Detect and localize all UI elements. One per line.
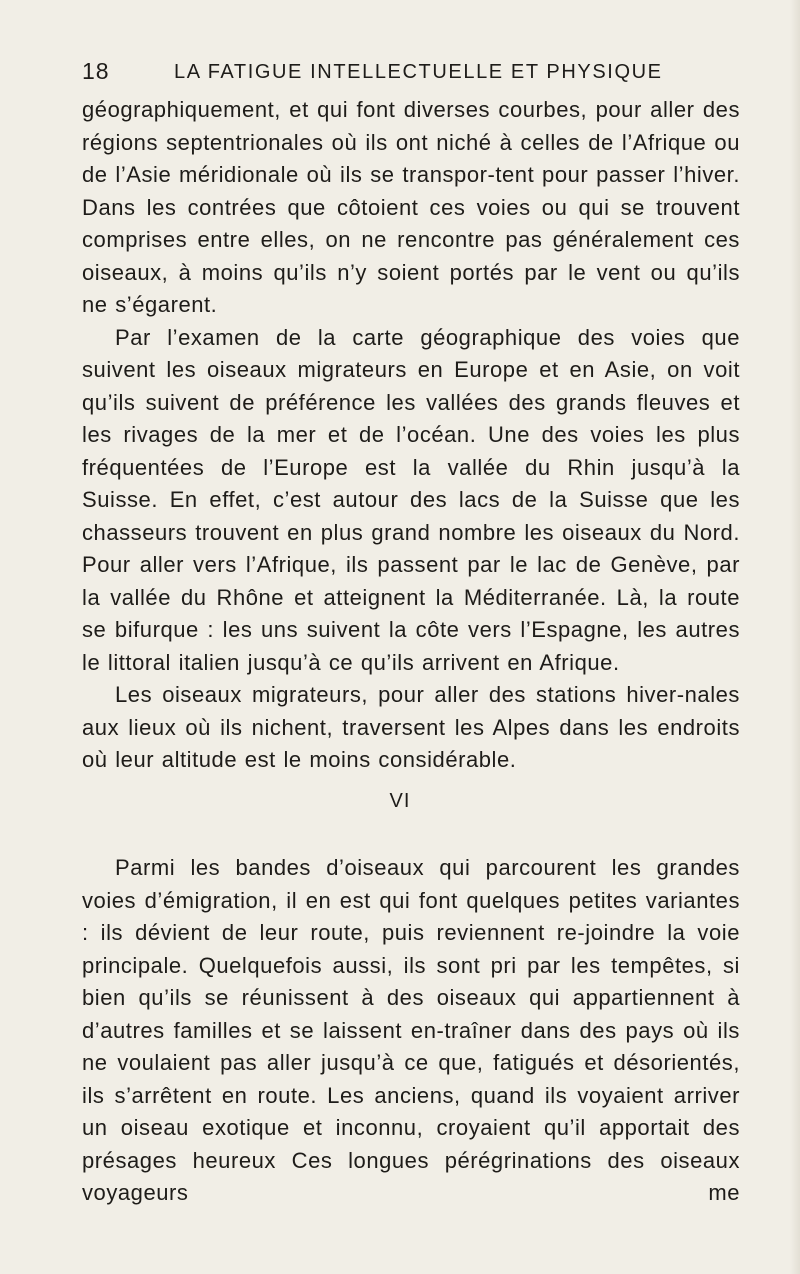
section-heading: VI [389, 790, 411, 812]
page-number: 18 [82, 58, 110, 84]
paragraph-continuation: géographiquement, et qui font diverses courbes, pour aller des régions septentrionales où ils ont niché à celles de l’Afrique ou de l’Asie méridionale où ils se transpor-tent pour passer l’hiver. Dans les contrées que côtoient ces voies ou qui se trouvent comprises entre elles, on ne rencontre pas généralement ces oiseaux, à moins qu’ils n’y soient portés par le vent ou qu’ils ne s’égarent. [82, 97, 740, 317]
body-text-section-v-end [82, 94, 740, 777]
running-title: LA FATIGUE INTELLECTUELLE ET PHYSIQUE [174, 61, 663, 83]
paragraph-alps-crossing: Les oiseaux migrateurs, pour aller des stations hiver-nales aux lieux où ils nichent, traversent les Alpes dans les endroits où leur altitude est le moins considérable. [82, 682, 740, 772]
paragraph-section-vi: Parmi les bandes d’oiseaux qui parcourent les grandes voies d’émigration, il en est qui font quelques petites variantes : ils dévient de leur route, puis reviennent re-joindre la voie principale. Quelquefois aussi, ils sont pri par les tempêtes, si bien qu’ils se réunissent à des oiseaux qui appartiennent à d’autres familles et se laissent en-traîner dans des pays où ils ne voulaient pas aller jusqu’à ce que, fatigués et désorientés, ils s’arrêtent en route. Les anciens, quand ils voyaient arriver un oiseau exotique et inconnu, croyaient qu’il apportait des présages heureux Ces longues pérégrinations des oiseaux voyageurs me [82, 855, 740, 1205]
body-text-section-vi [82, 852, 740, 1210]
page-header [82, 58, 742, 92]
page-edge-shadow [790, 0, 800, 1274]
paragraph-migration-routes: Par l’examen de la carte géographique des voies que suivent les oiseaux migrateurs en Europe et en Asie, on voit qu’ils suivent de préférence les vallées des grands fleuves et les rivages de la mer et de l’océan. Une des voies les plus fréquentées de l’Europe est la vallée du Rhin jusqu’à la Suisse. En effet, c’est autour des lacs de la Suisse que les chasseurs trouvent en plus grand nombre les oiseaux du Nord. Pour aller vers l’Afrique, ils passent par le lac de Genève, par la vallée du Rhône et atteignent la Méditerranée. Là, la route se bifurque : les uns suivent la côte vers l’Espagne, les autres le littoral italien jusqu’à ce qu’ils arrivent en Afrique. [82, 324, 740, 675]
